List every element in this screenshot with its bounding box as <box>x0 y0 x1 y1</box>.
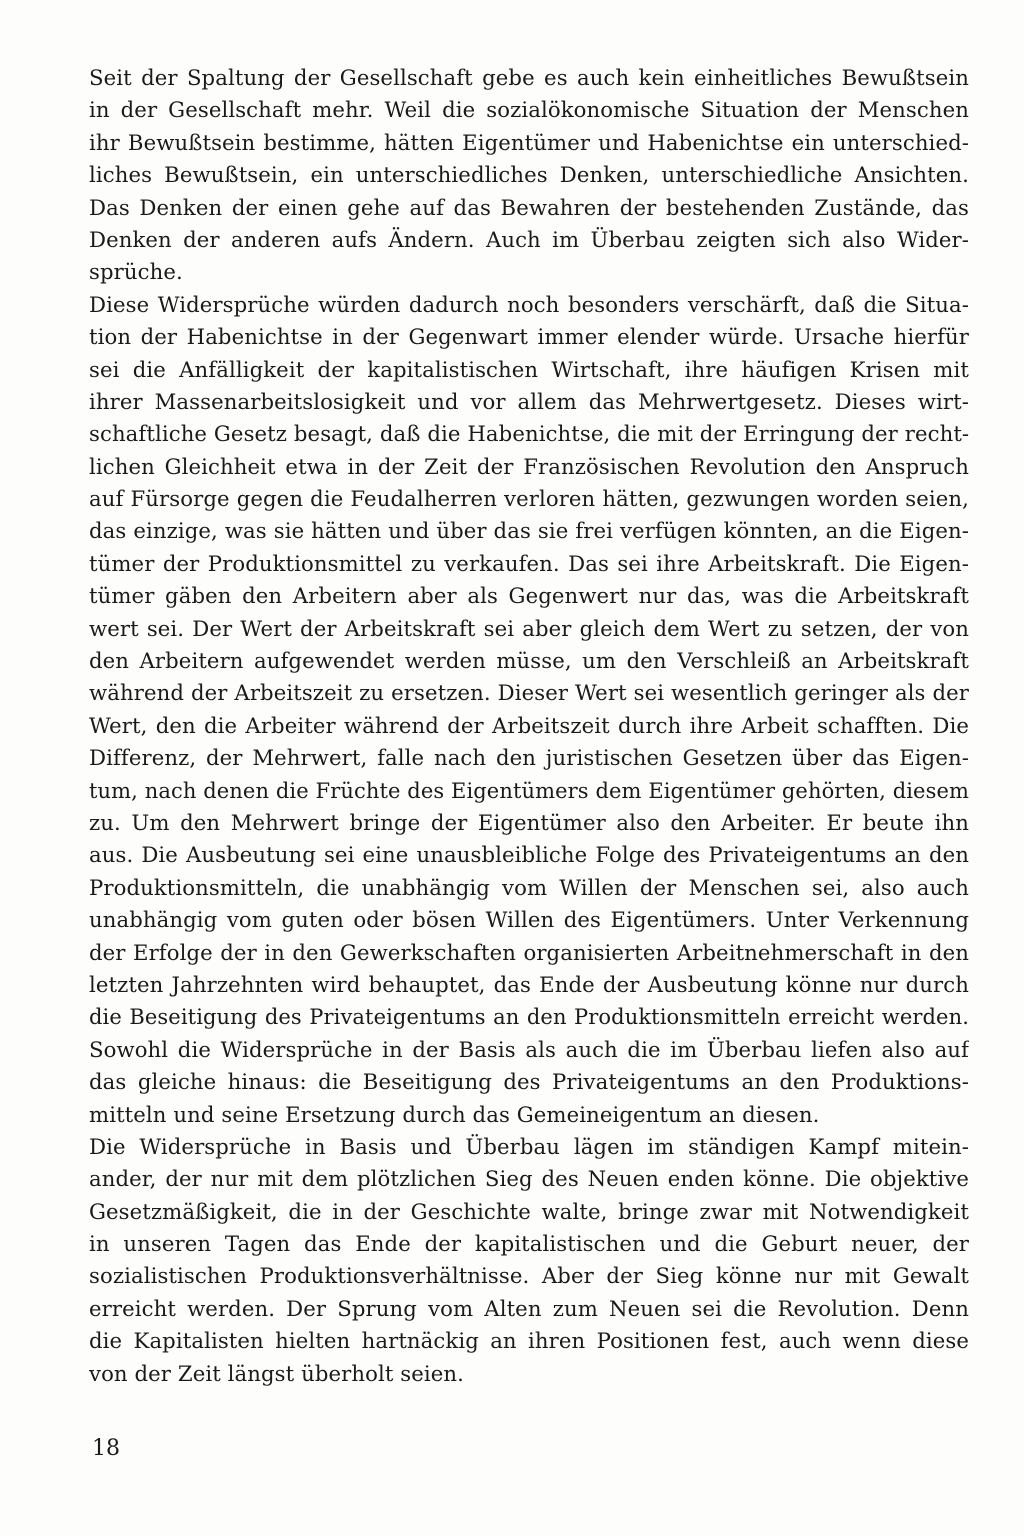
text-line: aus. Die Ausbeutung sei eine unausbleibliche Folge des Privateigentums an den <box>89 842 969 868</box>
text-line: Die Widersprüche in Basis und Überbau lägen im ständigen Kampf mitein- <box>89 1133 969 1159</box>
text-line: wert sei. Der Wert der Arbeitskraft sei aber gleich dem Wert zu setzen, der von <box>89 615 969 641</box>
text-line: sei die Anfälligkeit der kapitalistischen Wirtschaft, ihre häufigen Krisen mit <box>89 356 969 382</box>
text-line: das einzige, was sie hätten und über das sie frei verfügen könnten, an die Eigen- <box>89 518 969 544</box>
text-line: ander, der nur mit dem plötzlichen Sieg des Neuen enden könne. Die objektive <box>89 1166 969 1192</box>
text-line: liches Bewußtsein, ein unterschiedliches Denken, unterschiedliche Ansichten. <box>89 162 969 188</box>
text-line: von der Zeit längst überholt seien. <box>89 1360 465 1386</box>
text-line: den Arbeitern aufgewendet werden müsse, um den Verschleiß an Arbeitskraft <box>89 648 969 674</box>
text-line: Denken der anderen aufs Ändern. Auch im Überbau zeigten sich also Wider- <box>89 226 969 252</box>
text-line: die Kapitalisten hielten hartnäckig an ihren Positionen fest, auch wenn diese <box>89 1328 969 1354</box>
text-line: auf Fürsorge gegen die Feudalherren verloren hätten, gezwungen worden seien, <box>89 486 969 512</box>
text-line: unabhängig vom guten oder bösen Willen des Eigentümers. Unter Verkennung <box>89 907 969 933</box>
text-line: sprüche. <box>89 259 183 285</box>
text-line: in der Gesellschaft mehr. Weil die sozialökonomische Situation der Menschen <box>89 97 969 123</box>
text-line: Differenz, der Mehrwert, falle nach den juristischen Gesetzen über das Eigen- <box>89 745 969 771</box>
text-line: Produktionsmitteln, die unabhängig vom Willen der Menschen sei, also auch <box>89 874 969 900</box>
text-line: schaftliche Gesetz besagt, daß die Habenichtse, die mit der Erringung der recht- <box>89 421 969 447</box>
text-line: tum, nach denen die Früchte des Eigentümers dem Eigentümer gehörten, diesem <box>89 778 969 803</box>
text-line: ihrer Massenarbeitslosigkeit und vor allem das Mehrwertgesetz. Dieses wirt- <box>89 388 969 414</box>
text-line: während der Arbeitszeit zu ersetzen. Dieser Wert sei wesentlich geringer als der <box>89 680 969 706</box>
text-line: erreicht werden. Der Sprung vom Alten zum Neuen sei die Revolution. Denn <box>89 1295 969 1321</box>
text-line: tümer gäben den Arbeitern aber als Gegenwert nur das, was die Arbeitskraft <box>89 583 969 609</box>
text-line: Diese Widersprüche würden dadurch noch besonders verschärft, daß die Situa- <box>89 291 969 317</box>
text-line: tümer der Produktionsmittel zu verkaufen. Das sei ihre Arbeitskraft. Die Eigen- <box>89 550 969 576</box>
body-text <box>89 62 969 1390</box>
text-line: lichen Gleichheit etwa in der Zeit der Französischen Revolution den Anspruch <box>89 453 969 479</box>
page-number: 18 <box>92 1436 120 1461</box>
text-line: mitteln und seine Ersetzung durch das Gemeineigentum an diesen. <box>89 1101 820 1127</box>
text-line: Das Denken der einen gehe auf das Bewahren der bestehenden Zustände, das <box>89 194 969 220</box>
text-line: tion der Habenichtse in der Gegenwart immer elender würde. Ursache hierfür <box>89 324 969 350</box>
text-line: die Beseitigung des Privateigentums an den Produktionsmitteln erreicht werden. <box>89 1005 969 1030</box>
text-line: zu. Um den Mehrwert bringe der Eigentümer also den Arbeiter. Er beute ihn <box>89 809 969 835</box>
text-line: letzten Jahrzehnten wird behauptet, das Ende der Ausbeutung könne nur durch <box>89 971 969 997</box>
text-line: das gleiche hinaus: die Beseitigung des Privateigentums an den Produktions- <box>89 1069 969 1095</box>
text-line: Wert, den die Arbeiter während der Arbeitszeit durch ihre Arbeit schafften. Die <box>89 712 969 738</box>
text-line: in unseren Tagen das Ende der kapitalistischen und die Geburt neuer, der <box>89 1231 969 1257</box>
text-line: ihr Bewußtsein bestimme, hätten Eigentümer und Habenichtse ein unterschied- <box>89 129 969 155</box>
text-line: Sowohl die Widersprüche in der Basis als auch die im Überbau liefen also auf <box>89 1036 969 1062</box>
text-line: der Erfolge der in den Gewerkschaften organisierten Arbeitnehmerschaft in den <box>89 939 969 965</box>
text-line: sozialistischen Produktionsverhältnisse. Aber der Sieg könne nur mit Gewalt <box>89 1263 969 1289</box>
text-line: Gesetzmäßigkeit, die in der Geschichte walte, bringe zwar mit Notwendigkeit <box>89 1198 969 1224</box>
text-line: Seit der Spaltung der Gesellschaft gebe es auch kein einheitliches Bewußtsein <box>89 65 969 90</box>
